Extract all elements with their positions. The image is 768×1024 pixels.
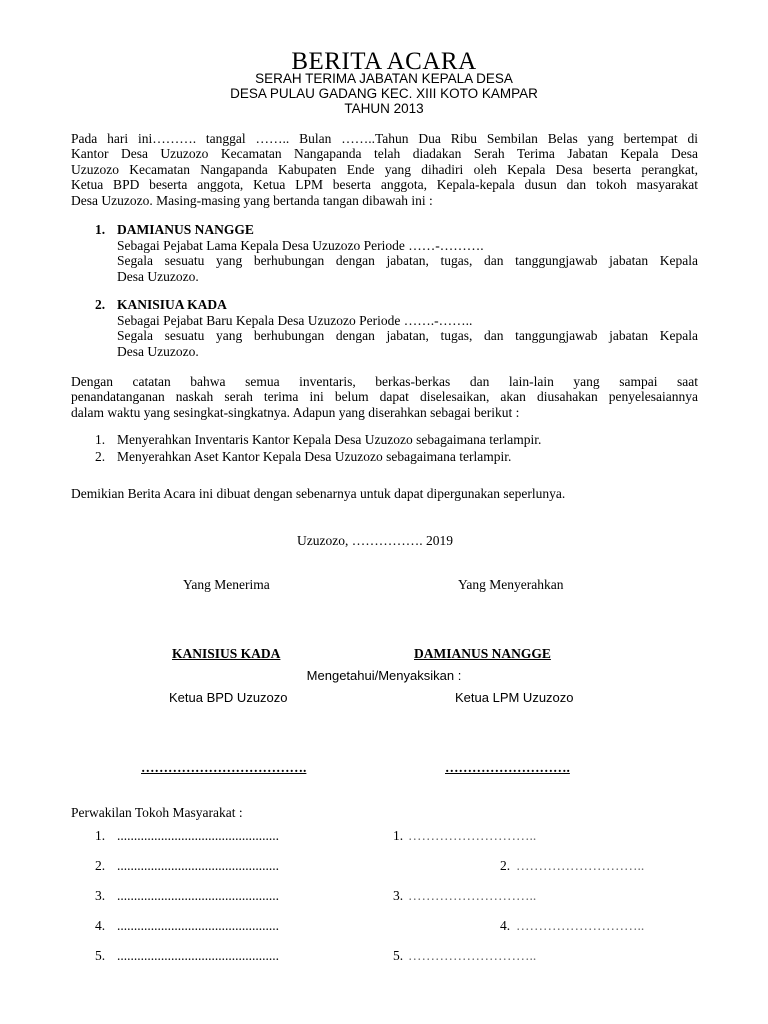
bpd-label: Ketua BPD Uzuzozo (169, 690, 288, 705)
community-left-number: 2. (95, 858, 106, 873)
party-2-desc-line: Desa Uzuzozo. (117, 343, 199, 359)
party-1-desc-line: Segala sesuatu yang berhubungan dengan jabatan, tugas, dan tanggungjawab jabatan Kepala (117, 253, 698, 269)
community-right-line: ……………………….. (408, 828, 537, 843)
community-left-number: 1. (95, 828, 106, 843)
party-1-role: Sebagai Pejabat Lama Kepala Desa Uzuzozo Periode ……-………. (117, 238, 484, 253)
community-label: Perwakilan Tokoh Masyarakat : (71, 805, 243, 820)
community-left-line: ................................................ (117, 858, 279, 873)
community-right-number: 5. (393, 948, 404, 963)
community-left-number: 5. (95, 948, 106, 963)
party-2-body (117, 313, 698, 359)
community-right-line: ……………………….. (408, 888, 537, 903)
document-subtitle-1: SERAH TERIMA JABATAN KEPALA DESA (255, 71, 513, 86)
handover-item-2-text: Menyerahkan Aset Kantor Kepala Desa Uzuzozo sebagaimana terlampir. (117, 449, 512, 464)
intro-line: Ketua BPD beserta anggota, Ketua LPM beserta anggota, Kepala-kepala dusun dan tokoh masyarakat (71, 177, 698, 193)
notes-paragraph (71, 374, 698, 420)
community-right-number: 3. (393, 888, 404, 903)
receiver-name: KANISIUS KADA (172, 646, 281, 661)
intro-line: Kantor Desa Uzuzozo Kecamatan Nangapanda telah diadakan Serah Terima Jabatan Kepala Desa (71, 146, 698, 162)
community-right-number: 4. (500, 918, 511, 933)
notes-line: Dengan catatan bahwa semua inventaris, berkas-berkas dan lain-lain yang sampai saat (71, 374, 698, 389)
community-right-number: 2. (500, 858, 511, 873)
giver-name: DAMIANUS NANGGE (414, 646, 551, 661)
community-left-number: 4. (95, 918, 106, 933)
community-right-line: ……………………….. (408, 948, 537, 963)
handover-item-1-text: Menyerahkan Inventaris Kantor Kepala Desa Uzuzozo sebagaimana terlampir. (117, 432, 542, 447)
party-2-name: KANISIUA KADA (117, 297, 227, 312)
intro-line: Uzuzozo Kecamatan Nangapanda Kabupaten Ende yang dihadiri oleh Kepala Desa beserta perangkat, (71, 161, 698, 177)
party-2-desc-line: Segala sesuatu yang berhubungan dengan jabatan, tugas, dan tanggungjawab jabatan Kepala (117, 328, 698, 344)
receiver-label: Yang Menerima (183, 577, 270, 592)
notes-line: dalam waktu yang sesingkat-singkatnya. Adapun yang diserahkan sebagai berikut : (71, 404, 520, 420)
community-right-line: ……………………….. (516, 858, 645, 873)
document-title: BERITA ACARA (291, 48, 477, 75)
community-left-line: ................................................ (117, 828, 279, 843)
party-1-body (117, 238, 698, 284)
community-left-line: ................................................ (117, 948, 279, 963)
closing-statement: Demikian Berita Acara ini dibuat dengan sebenarnya untuk dapat dipergunakan seperlunya. (71, 486, 566, 501)
handover-item-2-number: 2. (95, 449, 106, 464)
party-1-number: 1. (95, 222, 106, 237)
giver-label: Yang Menyerahkan (458, 577, 564, 592)
lpm-label: Ketua LPM Uzuzozo (455, 690, 574, 705)
bpd-signature-line: ………………………………. (141, 760, 307, 775)
place-date: Uzuzozo, ……………. 2019 (297, 533, 453, 548)
intro-line: Pada hari ini………. tanggal …….. Bulan ……..Tahun Dua Ribu Sembilan Belas yang bertempat di (71, 131, 698, 146)
party-2-number: 2. (95, 297, 106, 312)
lpm-signature-line: ………………………. (445, 760, 570, 775)
handover-item-1-number: 1. (95, 432, 106, 447)
community-left-line: ................................................ (117, 888, 279, 903)
document-subtitle-3: TAHUN 2013 (344, 101, 424, 116)
notes-line: penandatanganan naskah serah terima ini belum dapat diselesaikan, akan diusahakan penyelesaiannya (71, 389, 698, 405)
community-right-line: ……………………….. (516, 918, 645, 933)
intro-paragraph (71, 131, 698, 208)
community-left-line: ................................................ (117, 918, 279, 933)
party-2-role: Sebagai Pejabat Baru Kepala Desa Uzuzozo Periode …….-…….. (117, 313, 473, 328)
witness-label: Mengetahui/Menyaksikan : (306, 668, 462, 683)
community-left-number: 3. (95, 888, 106, 903)
party-1-name: DAMIANUS NANGGE (117, 222, 254, 237)
document-subtitle-2: DESA PULAU GADANG KEC. XIII KOTO KAMPAR (230, 86, 538, 101)
community-right-number: 1. (393, 828, 404, 843)
party-1-desc-line: Desa Uzuzozo. (117, 268, 199, 284)
intro-line: Desa Uzuzozo. Masing-masing yang bertanda tangan dibawah ini : (71, 192, 433, 208)
